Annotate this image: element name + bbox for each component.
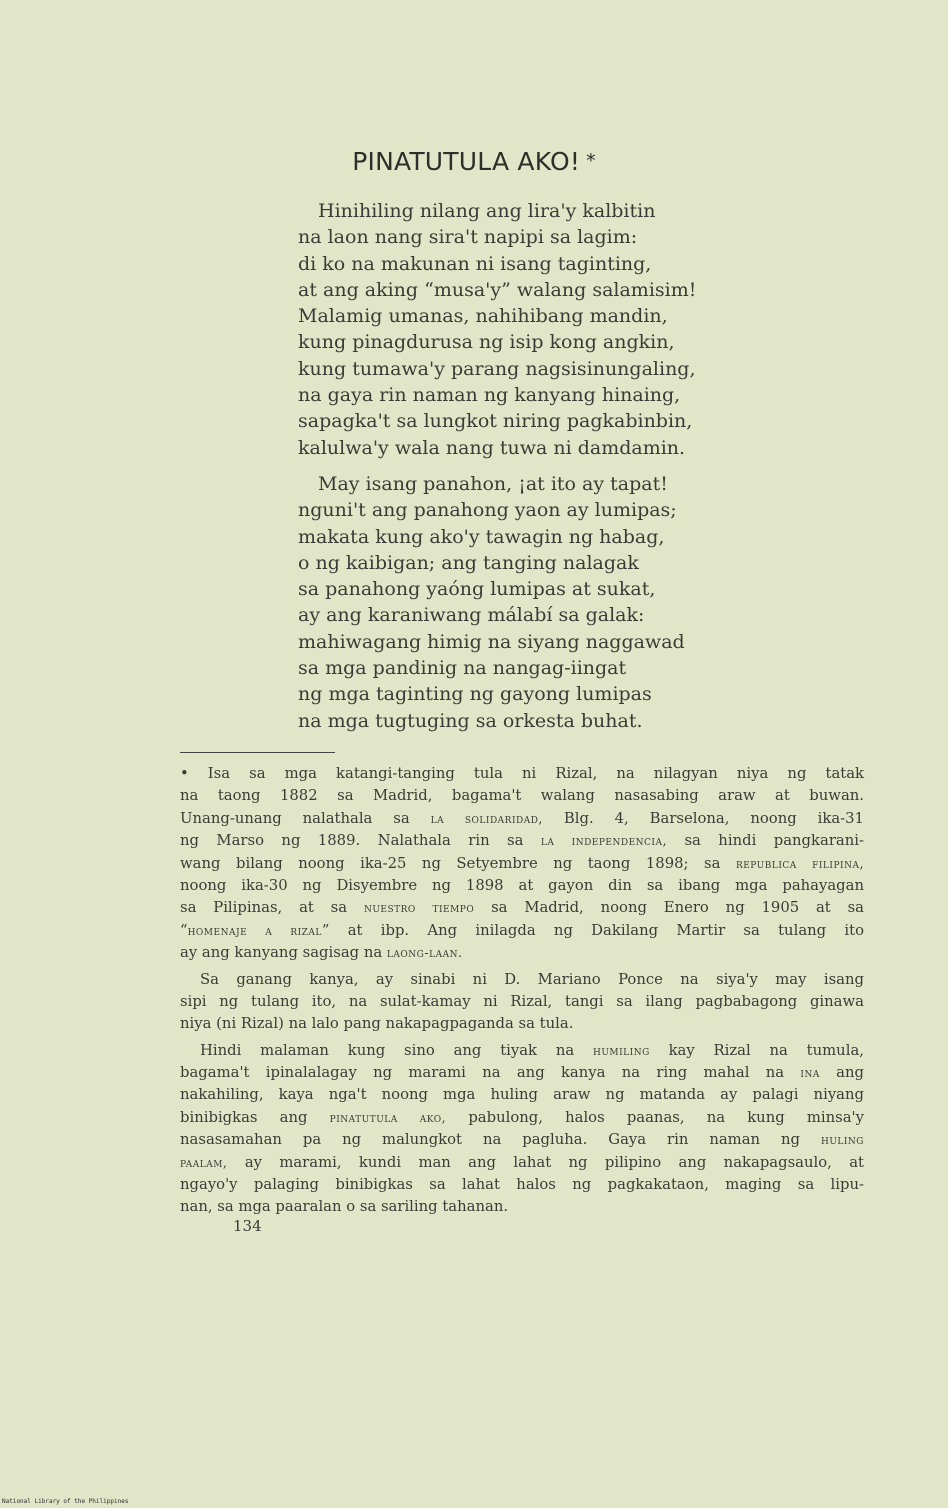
stanza-1 — [298, 198, 778, 461]
verse-line: na laon nang sira't napipi sa lagim: — [298, 226, 638, 249]
verse-line: ng mga taginting ng gayong lumipas — [298, 683, 652, 706]
stanza-2 — [298, 471, 778, 734]
verse-line: na mga tugtuging sa orkesta buhat. — [298, 709, 643, 732]
verse-line: ay ang karaniwang málabí sa galak: — [298, 604, 645, 627]
footnote-line: nan, sa mga paaralan o sa sariling tahanan. — [180, 1198, 509, 1216]
footnote-line: niya (ni Rizal) na lalo pang nakapagpaganda sa tula. — [180, 1015, 574, 1033]
verse-line: na gaya rin naman ng kanyang hinaing, — [298, 384, 681, 407]
verse-line: o ng kaibigan; ang tanging nalagak — [298, 551, 639, 574]
footnote-line: • Isa sa mga katangi-tanging tula ni Rizal, na nilagyan niya ng tatak — [180, 765, 864, 782]
verse-line: kung tumawa'y parang nagsisinungaling, — [298, 357, 696, 380]
verse-line: sa mga pandinig na nangag-iingat — [298, 657, 627, 680]
verse-line: Malamig umanas, nahihibang mandin, — [298, 305, 668, 328]
footnote-line: bagama't ipinalalagay ng marami na ang kanya na ring mahal na ina ang — [180, 1064, 864, 1082]
verse-line: di ko na makunan ni isang taginting, — [298, 252, 652, 275]
footnote-line: na taong 1882 sa Madrid, bagama't walang nasasabing araw at buwan. — [180, 787, 864, 805]
page-number: 134 — [233, 1217, 262, 1235]
footnote-line: ay ang kanyang sagisag na laong-laan. — [180, 944, 463, 962]
footnote-divider — [180, 752, 335, 753]
verse-line: at ang aking “musa'y” walang salamisim! — [298, 278, 697, 301]
verse-line: sapagka't sa lungkot niring pagkabinbin, — [298, 410, 693, 433]
verse-line: Hinihiling nilang ang lira'y kalbitin — [318, 200, 656, 222]
verse-line: mahiwagang himig na siyang naggawad — [298, 630, 685, 653]
footnote-line: Hindi malaman kung sino ang tiyak na humiling kay Rizal na tumula, — [200, 1041, 864, 1059]
verse-line: kalulwa'y wala nang tuwa ni damdamin. — [298, 436, 686, 459]
footnote-line: nasasamahan pa ng malungkot na pagluha. Gaya rin naman ng huling — [180, 1131, 864, 1149]
footnote-line: sa Pilipinas, at sa nuestro tiempo sa Madrid, noong Enero ng 1905 at sa — [180, 899, 864, 917]
verse-line: sa panahong yaóng lumipas at sukat, — [298, 578, 656, 601]
footnote-marker: * — [586, 150, 596, 172]
footnote-line: binibigkas ang pinatutula ako, pabulong, halos paanas, na kung minsa'y — [180, 1108, 864, 1126]
poem-title — [0, 147, 948, 176]
poem-title-text: PINATUTULA AKO! — [352, 147, 581, 176]
verse-line: kung pinagdurusa ng isip kong angkin, — [298, 331, 675, 354]
library-footer: National Library of the Philippines — [2, 1498, 129, 1505]
verse-line: May isang panahon, ¡at ito ay tapat! — [318, 473, 668, 495]
footnote-line: noong ika-30 ng Disyembre ng 1898 at gayon din sa ibang mga pahayagan — [180, 876, 864, 894]
footnote-line: paalam, ay marami, kundi man ang lahat ng pilipino ang nakapagsaulo, at — [180, 1153, 864, 1171]
footnote-line: sipi ng tulang ito, na sulat-kamay ni Rizal, tangi sa ilang pagbabagong ginawa — [180, 992, 864, 1010]
footnote-line: Sa ganang kanya, ay sinabi ni D. Mariano Ponce na siya'y may isang — [200, 970, 864, 988]
verse-line: makata kung ako'y tawagin ng habag, — [298, 525, 665, 548]
footnote-line: Unang-unang nalathala sa la solidaridad, Blg. 4, Barselona, noong ika-31 — [180, 809, 864, 827]
footnote-line: “homenaje a rizal” at ibp. Ang inilagda ng Dakilang Martir sa tulang ito — [180, 921, 864, 939]
footnote-line: nakahiling, kaya nga't noong mga huling araw ng matanda ay palagi niyang — [180, 1086, 864, 1104]
footnote-line: wang bilang noong ika-25 ng Setyembre ng taong 1898; sa republica filipina, — [180, 854, 864, 872]
footnote-line: ngayo'y palaging binibigkas sa lahat halos ng pagkakataon, maging sa lipu- — [180, 1176, 864, 1194]
footnote-line: ng Marso ng 1889. Nalathala rin sa la independencia, sa hindi pangkarani- — [180, 832, 864, 850]
verse-line: nguni't ang panahong yaon ay lumipas; — [298, 499, 677, 522]
footnotes — [180, 763, 864, 1219]
